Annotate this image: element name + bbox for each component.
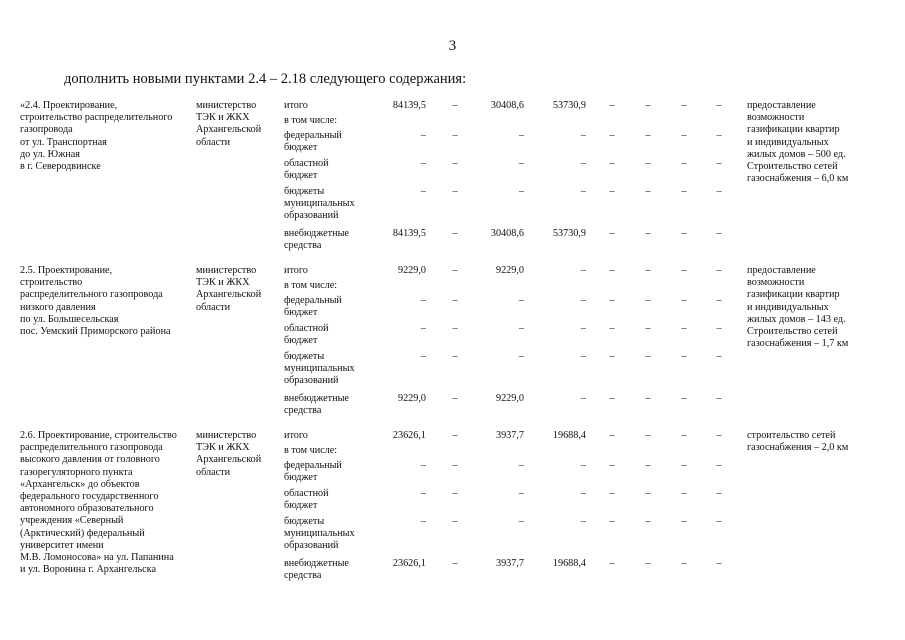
amount-cell: – (518, 295, 524, 306)
amount-cell: – (452, 265, 458, 276)
page-number: 3 (448, 38, 457, 54)
amount-cell: – (645, 130, 651, 141)
funding-row (0, 558, 905, 588)
amount-cell: – (716, 488, 722, 499)
amount-cell: – (645, 351, 651, 362)
amount-cell: – (609, 488, 615, 499)
amount-cell: – (452, 323, 458, 334)
amount-cell: – (609, 228, 615, 239)
amount-cell: – (580, 488, 586, 499)
amount-cell: 19688,4 (552, 558, 586, 569)
amount-cell: – (609, 430, 615, 441)
amount-cell: – (681, 323, 687, 334)
amount-cell: 23626,1 (392, 558, 426, 569)
amount-cell: – (609, 265, 615, 276)
amount-cell: – (645, 295, 651, 306)
amount-cell: – (681, 488, 687, 499)
amount-cell: – (420, 516, 426, 527)
amount-cell: – (420, 351, 426, 362)
amount-cell: – (645, 228, 651, 239)
amount-cell: – (645, 488, 651, 499)
funding-row (0, 323, 905, 353)
amount-cell: – (609, 186, 615, 197)
amount-cell: – (645, 323, 651, 334)
funding-source: бюджеты муниципальных образований (284, 351, 355, 387)
funding-source: в том числе: (284, 445, 338, 456)
amount-cell: – (580, 158, 586, 169)
amount-cell: – (580, 393, 586, 404)
amount-cell: 9229,0 (495, 265, 524, 276)
amount-cell: – (681, 430, 687, 441)
amount-cell: – (518, 351, 524, 362)
expected-result: предоставление возможности газификации квартир и индивидуальных жилых домов – 143 ед. Строительство сетей газоснабжения – 1,7 км (747, 265, 849, 350)
amount-cell: – (716, 100, 722, 111)
responsible-organization: министерство ТЭК и ЖКХ Архангельской области (196, 100, 262, 148)
amount-cell: – (580, 130, 586, 141)
amount-cell: – (452, 393, 458, 404)
amount-cell: – (681, 393, 687, 404)
funding-source: областной бюджет (284, 323, 329, 347)
funding-row (0, 158, 905, 188)
amount-cell: – (681, 265, 687, 276)
amount-cell: – (452, 158, 458, 169)
amount-cell: 19688,4 (552, 430, 586, 441)
amount-cell: 53730,9 (552, 228, 586, 239)
amount-cell: – (452, 100, 458, 111)
funding-row (0, 488, 905, 518)
amount-cell: 84139,5 (392, 228, 426, 239)
amount-cell: – (420, 460, 426, 471)
amount-cell: 9229,0 (397, 265, 426, 276)
amount-cell: – (420, 158, 426, 169)
amount-cell: – (452, 228, 458, 239)
amount-cell: – (518, 186, 524, 197)
amount-cell: – (452, 430, 458, 441)
funding-source: федеральный бюджет (284, 130, 342, 154)
funding-source: итого (284, 100, 308, 111)
amount-cell: – (681, 100, 687, 111)
amount-cell: – (681, 558, 687, 569)
amount-cell: – (609, 558, 615, 569)
funding-source: итого (284, 430, 308, 441)
amount-cell: – (716, 351, 722, 362)
responsible-organization: министерство ТЭК и ЖКХ Архангельской области (196, 265, 262, 313)
amount-cell: – (420, 323, 426, 334)
project-name: 2.6. Проектирование, строительство распределительного газопровода высокого давления от головного газорегуляторного пункта «Архангельск» до объектов федерального государственного автономного образовательного учреждения «Северный (Арктический) федеральный университет имени М.В. Ломоносова» на ул. Папанина и ул. Воронина г. Архангельска (20, 430, 177, 576)
amount-cell: – (518, 516, 524, 527)
amount-cell: – (645, 393, 651, 404)
funding-row (0, 130, 905, 160)
amount-cell: – (452, 130, 458, 141)
amount-cell: – (716, 430, 722, 441)
amount-cell: – (609, 460, 615, 471)
amount-cell: – (580, 265, 586, 276)
funding-source: итого (284, 265, 308, 276)
amount-cell: – (518, 158, 524, 169)
amount-cell: – (452, 558, 458, 569)
amount-cell: – (580, 295, 586, 306)
amount-cell: – (609, 351, 615, 362)
amount-cell: – (518, 323, 524, 334)
amount-cell: – (580, 516, 586, 527)
amount-cell: – (716, 323, 722, 334)
amount-cell: – (681, 295, 687, 306)
funding-row (0, 351, 905, 387)
amount-cell: – (681, 186, 687, 197)
amount-cell: – (580, 323, 586, 334)
amount-cell: – (580, 460, 586, 471)
amount-cell: – (716, 393, 722, 404)
amount-cell: – (645, 265, 651, 276)
amount-cell: – (609, 516, 615, 527)
amount-cell: – (645, 430, 651, 441)
amount-cell: – (681, 516, 687, 527)
amount-cell: – (420, 295, 426, 306)
funding-row (0, 295, 905, 325)
funding-source: федеральный бюджет (284, 460, 342, 484)
amount-cell: – (452, 186, 458, 197)
amount-cell: 84139,5 (392, 100, 426, 111)
funding-source: федеральный бюджет (284, 295, 342, 319)
funding-row (0, 393, 905, 423)
amount-cell: – (518, 488, 524, 499)
amount-cell: 30408,6 (490, 228, 524, 239)
intro-text: дополнить новыми пунктами 2.4 – 2.18 следующего содержания: (64, 71, 467, 87)
amount-cell: – (609, 323, 615, 334)
expected-result: строительство сетей газоснабжения – 2,0 км (747, 430, 849, 454)
expected-result: предоставление возможности газификации квартир и индивидуальных жилых домов – 500 ед. Строительство сетей газоснабжения – 6,0 км (747, 100, 849, 185)
amount-cell: – (716, 265, 722, 276)
funding-row (0, 516, 905, 552)
amount-cell: – (716, 228, 722, 239)
amount-cell: – (645, 158, 651, 169)
amount-cell: – (580, 186, 586, 197)
funding-source: в том числе: (284, 280, 338, 291)
funding-row (0, 228, 905, 258)
amount-cell: 30408,6 (490, 100, 524, 111)
amount-cell: – (609, 158, 615, 169)
amount-cell: – (645, 186, 651, 197)
funding-source: областной бюджет (284, 158, 329, 182)
amount-cell: – (716, 158, 722, 169)
amount-cell: – (716, 460, 722, 471)
project-name: 2.5. Проектирование, строительство распределительного газопровода низкого давления по ул. Большесельская пос. Уемский Приморского района (20, 265, 171, 338)
amount-cell: – (420, 186, 426, 197)
funding-source: бюджеты муниципальных образований (284, 516, 355, 552)
amount-cell: – (452, 460, 458, 471)
funding-source: в том числе: (284, 115, 338, 126)
amount-cell: – (452, 351, 458, 362)
amount-cell: – (609, 130, 615, 141)
amount-cell: – (518, 460, 524, 471)
project-name: «2.4. Проектирование, строительство распределительного газопровода от ул. Транспортная до ул. Южная в г. Северодвинске (20, 100, 173, 173)
funding-source: внебюджетные средства (284, 228, 349, 252)
amount-cell: – (681, 351, 687, 362)
amount-cell: – (681, 130, 687, 141)
amount-cell: 9229,0 (495, 393, 524, 404)
funding-source: внебюджетные средства (284, 393, 349, 417)
amount-cell: – (645, 100, 651, 111)
amount-cell: – (609, 295, 615, 306)
amount-cell: – (716, 130, 722, 141)
amount-cell: – (716, 558, 722, 569)
amount-cell: – (609, 100, 615, 111)
amount-cell: – (609, 393, 615, 404)
amount-cell: 23626,1 (392, 430, 426, 441)
amount-cell: – (580, 351, 586, 362)
funding-source: бюджеты муниципальных образований (284, 186, 355, 222)
amount-cell: – (452, 295, 458, 306)
responsible-organization: министерство ТЭК и ЖКХ Архангельской области (196, 430, 262, 478)
amount-cell: – (645, 516, 651, 527)
funding-source: областной бюджет (284, 488, 329, 512)
funding-source: внебюджетные средства (284, 558, 349, 582)
amount-cell: – (420, 488, 426, 499)
amount-cell: 3937,7 (495, 430, 524, 441)
amount-cell: – (681, 158, 687, 169)
amount-cell: – (452, 488, 458, 499)
amount-cell: – (681, 228, 687, 239)
funding-row (0, 186, 905, 222)
amount-cell: 3937,7 (495, 558, 524, 569)
funding-row (0, 460, 905, 490)
amount-cell: – (420, 130, 426, 141)
amount-cell: – (716, 295, 722, 306)
amount-cell: – (716, 186, 722, 197)
amount-cell: – (681, 460, 687, 471)
amount-cell: – (645, 558, 651, 569)
amount-cell: 9229,0 (397, 393, 426, 404)
amount-cell: – (645, 460, 651, 471)
amount-cell: – (716, 516, 722, 527)
amount-cell: 53730,9 (552, 100, 586, 111)
amount-cell: – (452, 516, 458, 527)
amount-cell: – (518, 130, 524, 141)
